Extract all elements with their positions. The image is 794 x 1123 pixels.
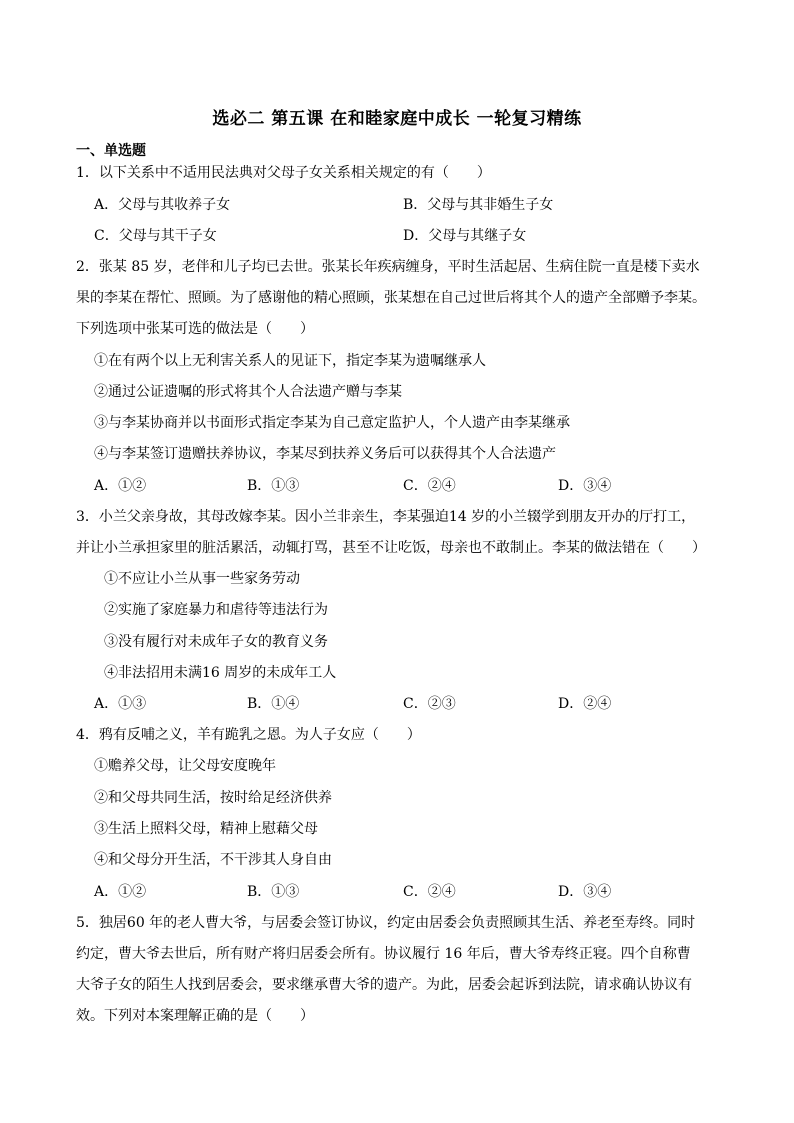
- question-2-statement-2: ②通过公证遗嘱的形式将其个人合法遗产赠与李某: [94, 384, 402, 400]
- question-1-stem: 1．以下关系中不适用民法典对父母子女关系相关规定的有（ ）: [76, 165, 491, 181]
- document-title: 选必二 第五课 在和睦家庭中成长 一轮复习精练: [212, 109, 582, 129]
- question-1-option-c[interactable]: C．父母与其干子女: [94, 228, 217, 244]
- question-2-stem-line-3: 下列选项中张某可选的做法是（ ）: [76, 321, 314, 337]
- question-3-statement-4: ④非法招用未满16 周岁的未成年工人: [104, 665, 337, 681]
- question-2-statement-4: ④与李某签订遗赠扶养协议，李某尽到扶养义务后可以获得其个人合法遗产: [94, 446, 556, 462]
- question-3-option-a[interactable]: A．①③: [94, 696, 147, 712]
- question-2-statement-3: ③与李某协商并以书面形式指定李某为自己意定监护人，个人遗产由李某继承: [94, 415, 570, 431]
- question-2-stem-line-2: 果的李某在帮忙、照顾。为了感谢他的精心照顾，张某想在自己过世后将其个人的遗产全部赠予李某。: [76, 290, 706, 306]
- question-4-option-b[interactable]: B．①③: [247, 884, 300, 900]
- question-3-option-c[interactable]: C．②③: [403, 696, 456, 712]
- question-1-option-a[interactable]: A．父母与其收养子女: [94, 197, 231, 213]
- question-3-statement-3: ③没有履行对未成年子女的教育义务: [104, 634, 328, 650]
- question-2-option-d[interactable]: D．③④: [558, 478, 612, 494]
- question-5-stem-line-4: 效。下列对本案理解正确的是（ ）: [76, 1008, 314, 1024]
- question-4-option-d[interactable]: D．③④: [558, 884, 612, 900]
- question-5-stem-line-1: 5．独居60 年的老人曹大爷，与居委会签订协议，约定由居委会负责照顾其生活、养老至寿终。同时: [76, 915, 696, 931]
- question-3-statement-1: ①不应让小兰从事一些家务劳动: [104, 571, 300, 587]
- question-5-stem-line-3: 大爷子女的陌生人找到居委会，要求继承曹大爷的遗产。为此，居委会起诉到法院，请求确认协议有: [76, 977, 692, 993]
- question-4-statement-1: ①赡养父母，让父母安度晚年: [94, 758, 276, 774]
- question-4-option-c[interactable]: C．②④: [403, 884, 456, 900]
- question-4-statement-4: ④和父母分开生活，不干涉其人身自由: [94, 852, 332, 868]
- question-4-statement-2: ②和父母共同生活，按时给足经济供养: [94, 790, 332, 806]
- question-4-stem: 4．鸦有反哺之义，羊有跪乳之恩。为人子女应（ ）: [76, 727, 421, 743]
- question-3-stem-line-2: 并让小兰承担家里的脏活累活，动辄打骂，甚至不让吃饭，母亲也不敢制止。李某的做法错在（ ）: [76, 540, 706, 556]
- question-3-stem-line-1: 3．小兰父亲身故，其母改嫁李某。因小兰非亲生，李某强迫14 岁的小兰辍学到朋友开办的厅打工，: [76, 509, 696, 525]
- question-1-option-d[interactable]: D．父母与其继子女: [403, 228, 527, 244]
- question-5-stem-line-2: 约定，曹大爷去世后，所有财产将归居委会所有。协议履行 16 年后，曹大爷寿终正寝。四个自称曹: [76, 946, 691, 962]
- question-2-stem-line-1: 2．张某 85 岁，老伴和儿子均已去世。张某长年疾病缠身，平时生活起居、生病住院一直是楼下卖水: [76, 259, 700, 275]
- question-1-option-b[interactable]: B．父母与其非婚生子女: [403, 197, 554, 213]
- question-2-option-c[interactable]: C．②④: [403, 478, 456, 494]
- question-2-option-b[interactable]: B．①③: [247, 478, 300, 494]
- question-4-statement-3: ③生活上照料父母，精神上慰藉父母: [94, 821, 318, 837]
- question-2-option-a[interactable]: A．①②: [94, 478, 147, 494]
- question-3-option-d[interactable]: D．②④: [558, 696, 612, 712]
- section-heading: 一、单选题: [76, 143, 146, 159]
- question-2-statement-1: ①在有两个以上无利害关系人的见证下，指定李某为遗嘱继承人: [94, 353, 486, 369]
- question-3-option-b[interactable]: B．①④: [247, 696, 300, 712]
- question-3-statement-2: ②实施了家庭暴力和虐待等违法行为: [104, 602, 328, 618]
- question-4-option-a[interactable]: A．①②: [94, 884, 147, 900]
